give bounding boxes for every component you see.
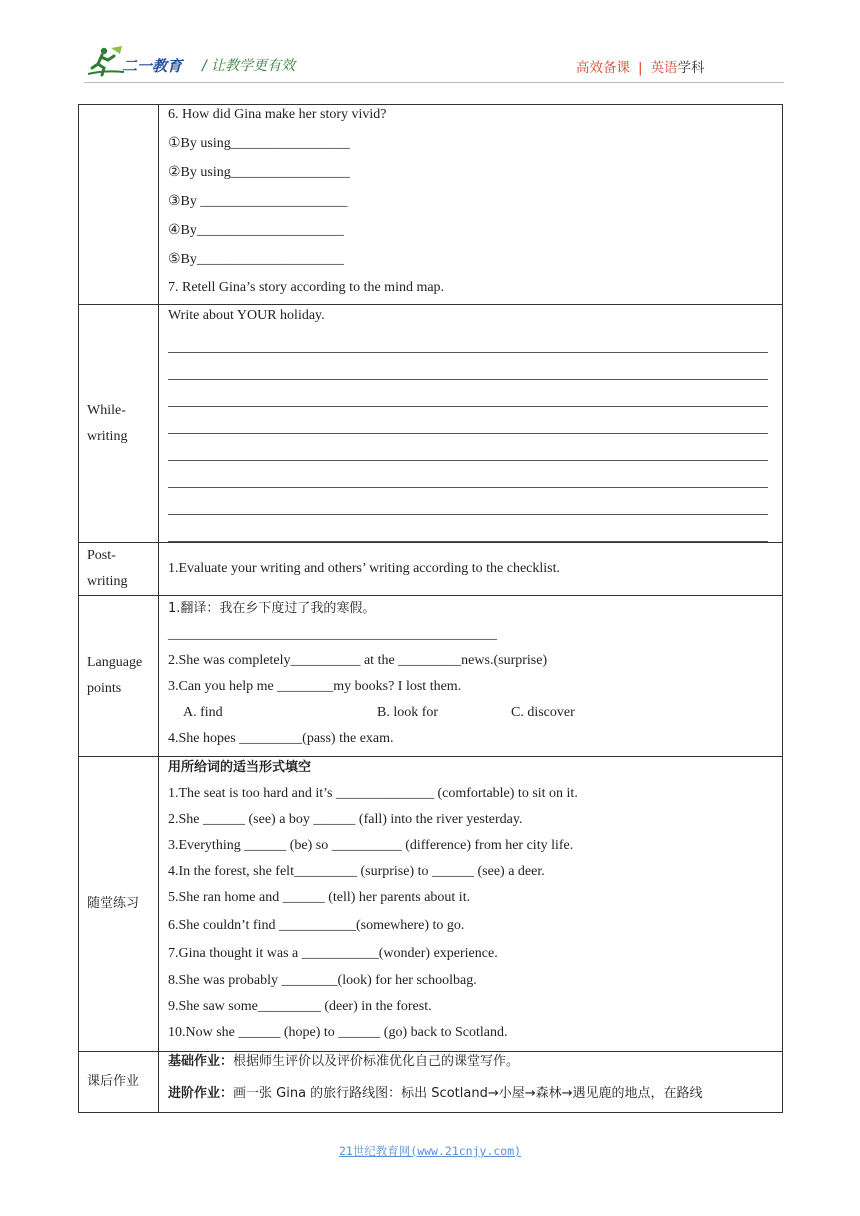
row-label-practice xyxy=(79,757,159,1052)
label-line: Post- xyxy=(87,548,116,563)
language-item: 3.Can you help me ________my books? I lost them. xyxy=(168,679,462,694)
option-b: B. look for xyxy=(377,705,439,720)
writing-line xyxy=(168,434,768,461)
writing-line xyxy=(168,407,768,434)
option-a: A. find xyxy=(183,705,223,720)
label-line: writing xyxy=(87,428,128,444)
writing-prompt: Write about YOUR holiday. xyxy=(168,308,325,323)
advanced-homework-text: 画一张 Gina 的旅行路线图：标出 Scotland→小屋→森林→遇见鹿的地点，在路线 xyxy=(233,1086,703,1101)
list-item: 8.She was probably ________(look) for her schoolbag. xyxy=(168,973,477,988)
logo-text: 二一教育 xyxy=(122,57,183,75)
label-line: points xyxy=(87,681,122,696)
table-row xyxy=(79,596,783,757)
basic-homework-text: 根据师生评价以及评价标准优化自己的课堂写作。 xyxy=(233,1054,520,1069)
row-label-empty xyxy=(79,105,159,305)
options-row xyxy=(168,700,770,726)
page-header xyxy=(0,0,860,100)
post-writing-text: 1.Evaluate your writing and others’ writing according to the checklist. xyxy=(168,561,561,576)
list-item: ⑤By_____________________ xyxy=(168,252,344,267)
subject-separator: | xyxy=(638,60,643,76)
writing-line xyxy=(168,353,768,380)
label-line: Language xyxy=(87,655,143,670)
label-line: 随堂练习 xyxy=(87,896,140,911)
list-item: 5.She ran home and ______ (tell) her parents about it. xyxy=(168,890,471,905)
list-item: 1.The seat is too hard and it’s ______________ (comfortable) to sit on it. xyxy=(168,786,578,801)
writing-line xyxy=(168,380,768,407)
table-row xyxy=(79,543,783,596)
language-item: 4.She hopes _________(pass) the exam. xyxy=(168,731,394,746)
label-line: writing xyxy=(87,574,128,589)
practice-cell xyxy=(159,757,783,1052)
question-6: 6. How did Gina make her story vivid? xyxy=(168,107,387,122)
row-label-homework xyxy=(79,1052,159,1113)
slogan: / 让教学更有效 xyxy=(202,58,296,74)
label-line: 课后作业 xyxy=(87,1074,140,1089)
subject-left: 高效备课 xyxy=(576,60,630,76)
basic-homework xyxy=(168,1052,770,1076)
post-writing-cell xyxy=(159,543,783,596)
table-row xyxy=(79,305,783,543)
language-item: 2.She was completely__________ at the _________news.(surprise) xyxy=(168,653,548,668)
writing-line xyxy=(168,488,768,515)
writing-line xyxy=(168,515,768,542)
question-7: 7. Retell Gina’s story according to the mind map. xyxy=(168,280,445,295)
list-item: 7.Gina thought it was a ___________(wonder) experience. xyxy=(168,946,498,961)
option-c: C. discover xyxy=(511,705,575,720)
table-row xyxy=(79,105,783,305)
advanced-homework-title: 进阶作业： xyxy=(168,1086,234,1101)
list-item: 9.She saw some_________ (deer) in the forest. xyxy=(168,999,432,1014)
table-row xyxy=(79,1052,783,1113)
writing-cell xyxy=(159,305,783,543)
list-item: ①By using_________________ xyxy=(168,136,350,151)
list-item: ②By using_________________ xyxy=(168,165,350,180)
subject-right-a: 英语 xyxy=(650,60,678,76)
list-item: 10.Now she ______ (hope) to ______ (go) back to Scotland. xyxy=(168,1025,508,1040)
translation-task: 1.翻译：我在乡下度过了我的寒假。 xyxy=(168,601,376,616)
table-row xyxy=(79,757,783,1052)
list-item: 2.She ______ (see) a boy ______ (fall) into the river yesterday. xyxy=(168,812,523,827)
writing-line xyxy=(168,461,768,488)
label-line: While- xyxy=(87,402,126,418)
question-cell xyxy=(159,105,783,305)
translation-blank: _______________________________________________ xyxy=(168,627,497,642)
practice-heading: 用所给词的适当形式填空 xyxy=(168,760,312,775)
footer-link[interactable]: 21世纪教育网(www.21cnjy.com) xyxy=(338,1144,522,1158)
advanced-homework xyxy=(168,1076,770,1112)
subject-label xyxy=(576,56,705,76)
header-divider xyxy=(84,82,784,83)
page-footer xyxy=(0,1143,860,1159)
row-label-post-writing xyxy=(79,543,159,596)
list-item: 6.She couldn’t find ___________(somewhere) to go. xyxy=(168,918,465,933)
list-item: 4.In the forest, she felt_________ (surprise) to ______ (see) a deer. xyxy=(168,864,545,879)
list-item: ④By_____________________ xyxy=(168,223,344,238)
basic-homework-title: 基础作业： xyxy=(168,1054,234,1069)
list-item: ③By _____________________ xyxy=(168,194,348,209)
row-label-while-writing xyxy=(79,305,159,543)
list-item: 3.Everything ______ (be) so __________ (difference) from her city life. xyxy=(168,838,574,853)
writing-line xyxy=(168,326,768,353)
subject-right-b: 学科 xyxy=(677,60,705,76)
lesson-table xyxy=(78,104,783,1113)
row-label-language-points xyxy=(79,596,159,757)
language-points-cell xyxy=(159,596,783,757)
homework-cell xyxy=(159,1052,783,1113)
